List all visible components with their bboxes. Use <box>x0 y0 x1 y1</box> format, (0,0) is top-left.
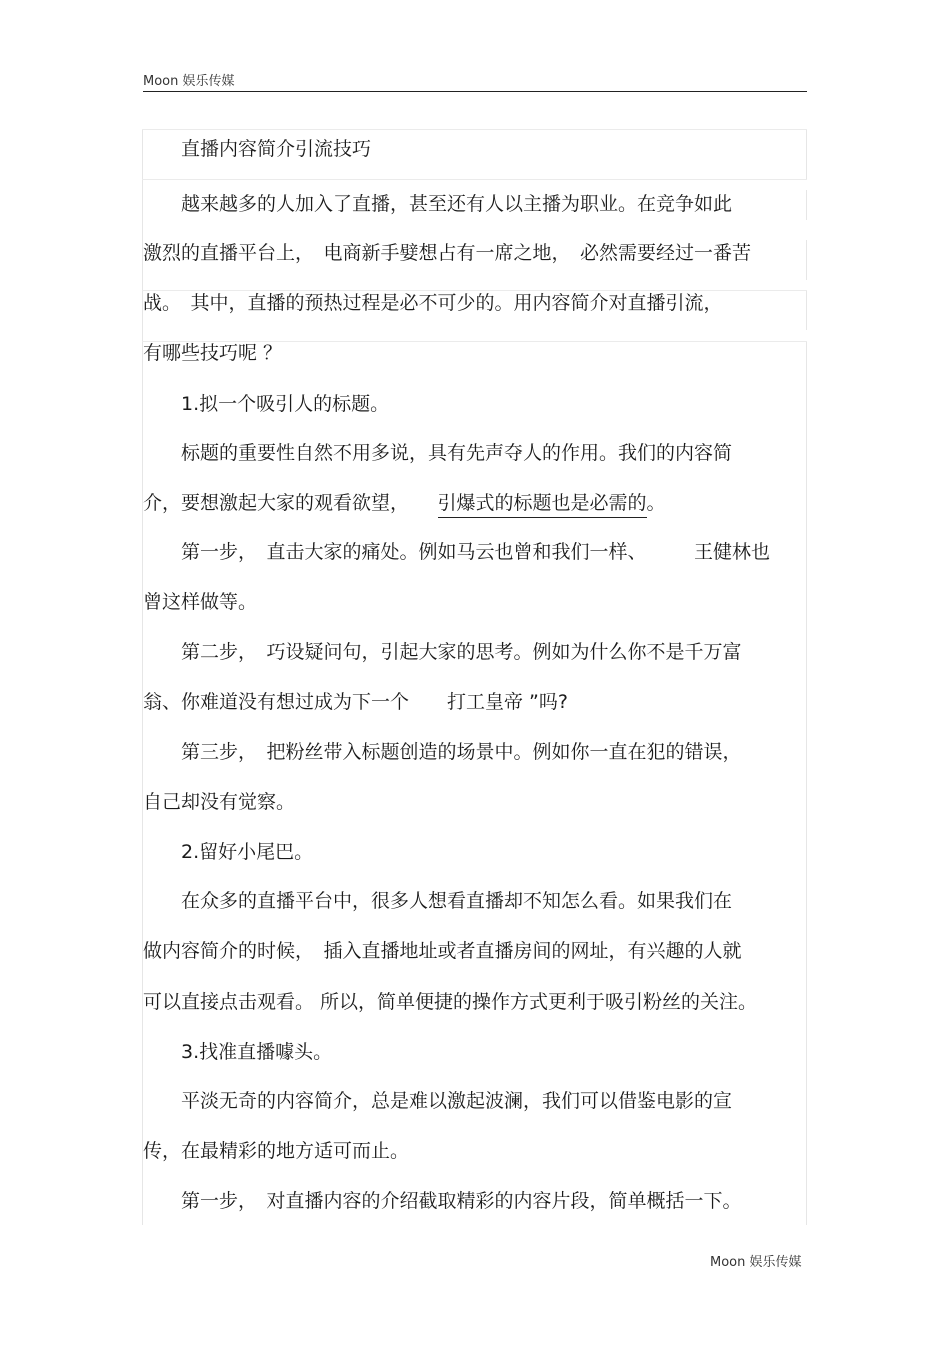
section-heading: 3.找准直播噱头。 <box>181 1041 333 1063</box>
paragraph-line: 有哪些技巧呢 ？ <box>143 342 283 364</box>
paragraph-line: 自己却没有觉察。 <box>143 791 296 813</box>
header-divider <box>143 91 807 92</box>
line-text: 介，要想激起大家的观看欲望， <box>143 492 438 514</box>
paragraph-line: 可以直接点击观看。 所以，简单便捷的操作方式更利于吸引粉丝的关注。 <box>143 991 758 1013</box>
paragraph-line: 第三步， 把粉丝带入标题创造的场景中。例如你一直在犯的错误， <box>181 741 742 763</box>
frame-right-edge <box>806 240 807 280</box>
frame-right-edge <box>806 341 807 1225</box>
paragraph-line: 第一步， 直击大家的痛处。例如马云也曾和我们一样、 王健林也 <box>181 541 771 563</box>
paragraph-line: 第一步， 对直播内容的介绍截取精彩的内容片段，简单概括一下。 <box>181 1190 742 1212</box>
frame-divider <box>142 129 807 130</box>
section-heading: 2.留好小尾巴。 <box>181 841 314 863</box>
paragraph-line: 战。 其中，直播的预热过程是必不可少的。用内容简介对直播引流， <box>143 292 723 314</box>
frame-right-edge <box>806 129 807 179</box>
paragraph-line: 标题的重要性自然不用多说，具有先声夺人的作用。我们的内容简 <box>181 442 733 464</box>
paragraph-line: 越来越多的人加入了直播，甚至还有人以主播为职业。在竞争如此 <box>181 193 733 215</box>
paragraph-line: 在众多的直播平台中，很多人想看直播却不知怎么看。如果我们在 <box>181 890 733 912</box>
frame-divider <box>142 179 807 180</box>
document-title: 直播内容简介引流技巧 <box>181 138 372 160</box>
paragraph-line: 平淡无奇的内容简介，总是难以激起波澜，我们可以借鉴电影的宣 <box>181 1090 733 1112</box>
frame-right-edge <box>806 290 807 330</box>
underlined-phrase: 引爆式的标题也是必需的 <box>438 491 647 518</box>
paragraph-line: 激烈的直播平台上， 电商新手嬖想占有一席之地， 必然需要经过一番苦 <box>143 242 752 264</box>
page-header: Moon 娱乐传媒 <box>143 74 235 89</box>
paragraph-line: 第二步， 巧设疑问句，引起大家的思考。例如为什么你不是千万富 <box>181 641 742 663</box>
paragraph-line <box>143 491 666 518</box>
paragraph-line: 翁、你难道没有想过成为下一个 打工皇帝 ”吗? <box>143 691 568 713</box>
section-heading: 1.拟一个吸引人的标题。 <box>181 393 390 415</box>
paragraph-line: 传，在最精彩的地方适可而止。 <box>143 1140 410 1162</box>
line-end: 。 <box>646 492 666 514</box>
page-footer: Moon 娱乐传媒 <box>710 1255 802 1270</box>
frame-right-edge <box>806 190 807 220</box>
paragraph-line: 曾这样做等。 <box>143 591 258 613</box>
paragraph-line: 做内容简介的时候， 插入直播地址或者直播房间的网址，有兴趣的人就 <box>143 940 742 962</box>
